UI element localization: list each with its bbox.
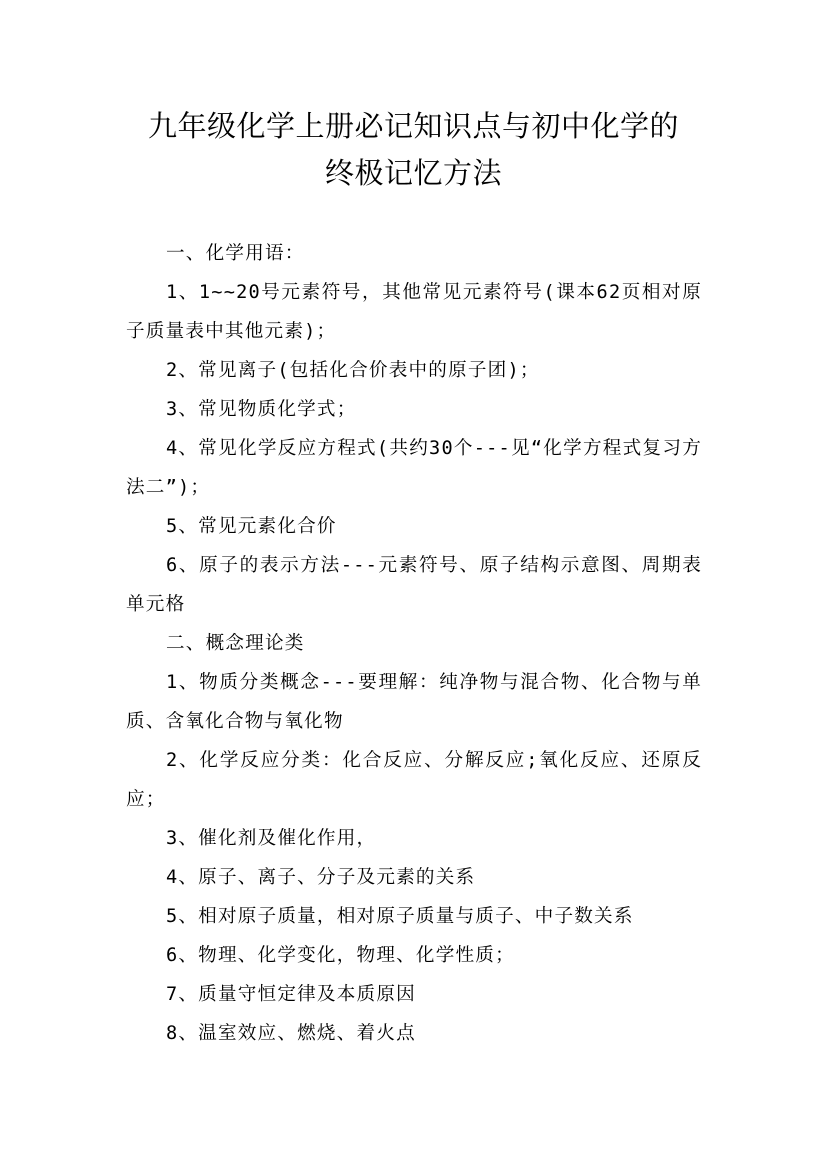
document-body	[126, 234, 702, 1053]
document-title	[100, 103, 727, 197]
title-line-1: 九年级化学上册必记知识点与初中化学的	[147, 109, 679, 143]
list-item: 5、相对原子质量，相对原子质量与质子、中子数关系	[165, 906, 634, 927]
list-item: 8、温室效应、燃烧、着火点	[165, 1023, 416, 1044]
list-item: 6、物理、化学变化，物理、化学性质；	[165, 945, 515, 966]
list-item: 3、常见物质化学式；	[165, 399, 357, 420]
list-item: 2、化学反应分类：化合反应、分解反应;氧化反应、还原反应；	[126, 750, 702, 810]
list-item: 1、物质分类概念---要理解：纯净物与混合物、化合物与单质、含氧化合物与氧化物	[126, 672, 702, 732]
section-heading-chemical-terms: 一、化学用语：	[165, 243, 305, 264]
list-item: 1、1~~20号元素符号，其他常见元素符号(课本62页相对原子质量表中其他元素)；	[126, 282, 702, 342]
list-item: 6、原子的表示方法---元素符号、原子结构示意图、周期表单元格	[126, 555, 702, 615]
list-item: 4、常见化学反应方程式(共约30个---见“化学方程式复习方法二”)；	[126, 438, 702, 498]
title-line-2: 终极记忆方法	[324, 156, 502, 190]
section-heading-concepts-theory: 二、概念理论类	[165, 633, 305, 654]
list-item: 7、质量守恒定律及本质原因	[165, 984, 416, 1005]
list-item: 4、原子、离子、分子及元素的关系	[165, 867, 476, 888]
list-item: 5、常见元素化合价	[165, 516, 337, 537]
list-item: 3、催化剂及催化作用，	[165, 828, 377, 849]
list-item: 2、常见离子(包括化合价表中的原子团)；	[165, 360, 540, 381]
